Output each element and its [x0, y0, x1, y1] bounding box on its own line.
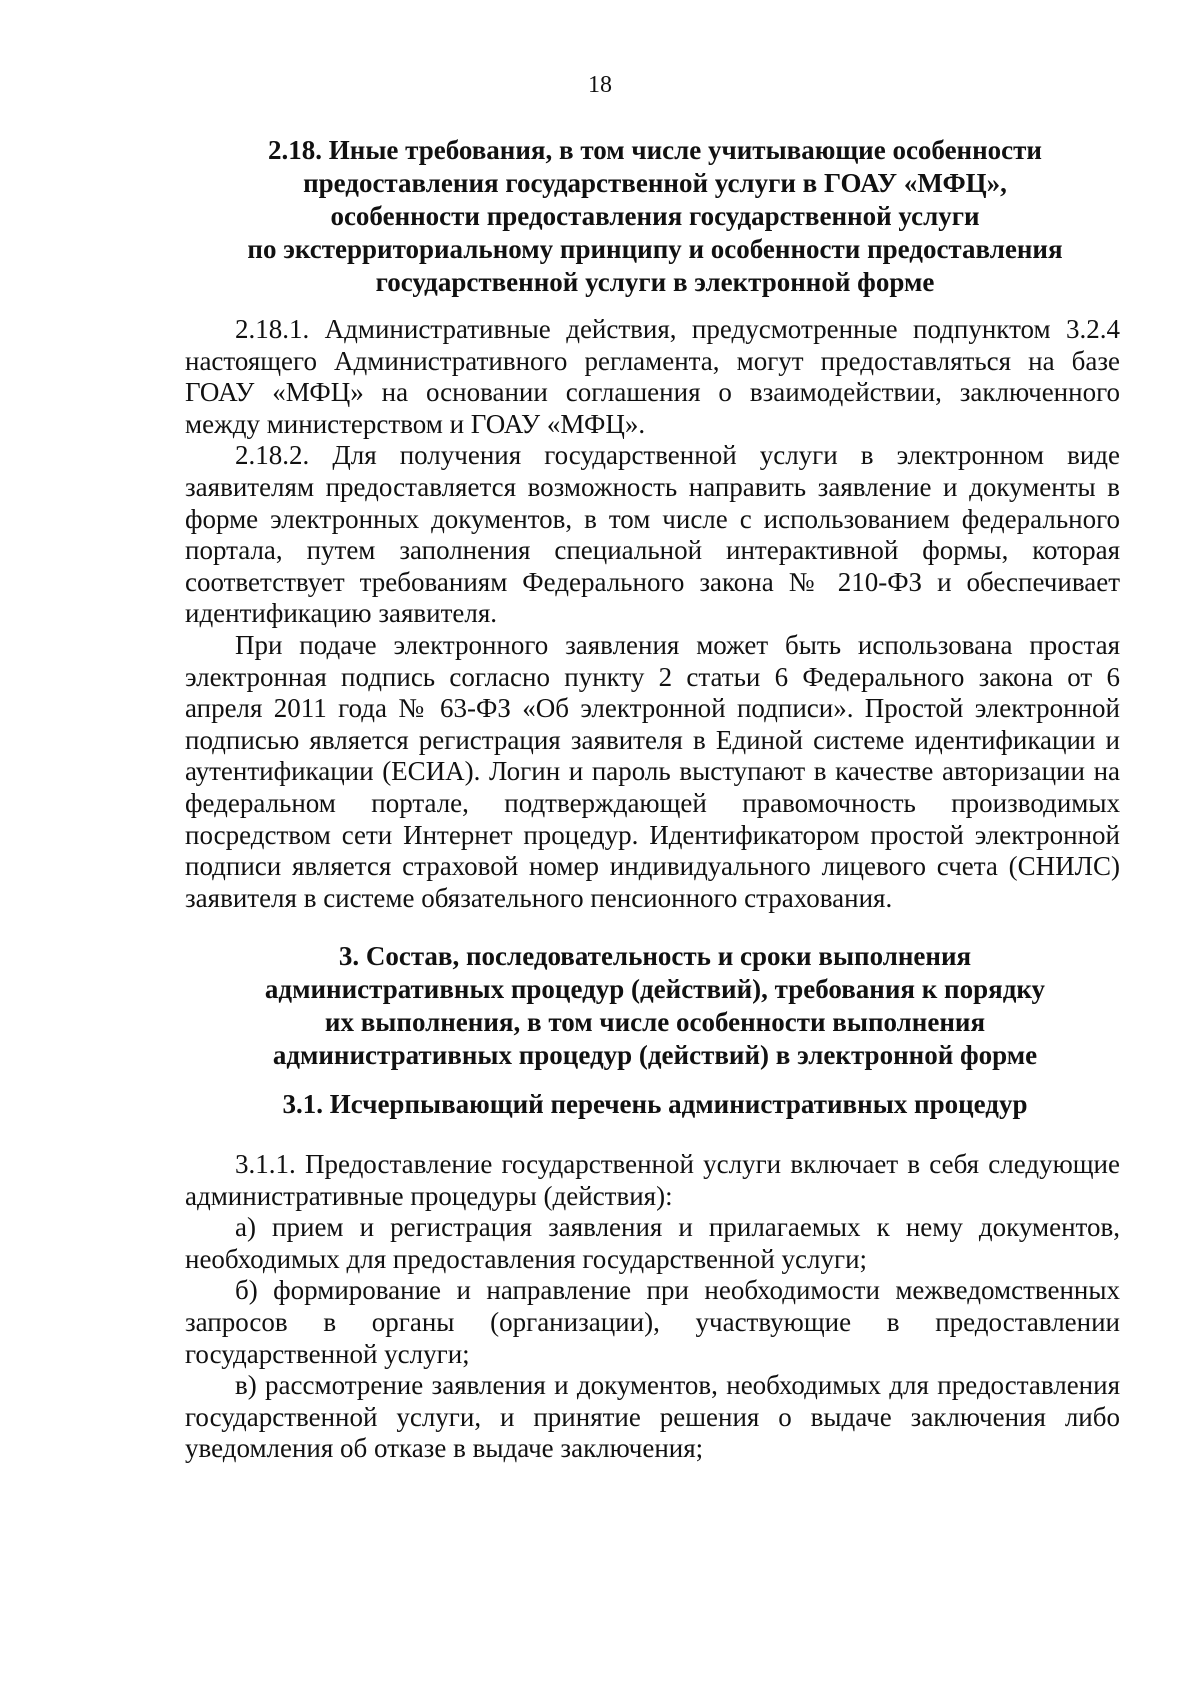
- heading-line: административных процедур (действий), требования к порядку: [264, 974, 1046, 1004]
- page-number: 18: [588, 72, 612, 98]
- heading-line: 3. Состав, последовательность и сроки выполнения: [338, 941, 972, 971]
- section-3-1-body: [185, 1149, 1120, 1465]
- heading-line: государственной услуги в электронной форме: [375, 267, 935, 297]
- heading-line: предоставления государственной услуги в ГОАУ «МФЦ»,: [303, 168, 1007, 198]
- section-3-heading: [170, 940, 1140, 1072]
- heading-line: по экстерриториальному принципу и особенности предоставления: [247, 234, 1063, 264]
- paragraph-electronic-signature: При подаче электронного заявления может быть использована простая электронная подпись согласно пункту 2 статьи 6 Федерального закона от 6 апреля 2011 года № 63-ФЗ «Об электронной подписи». Простой электронной подписью является регистрация заявителя в Единой системе идентификации и аутентификации (ЕСИА). Логин и пароль выступают в качестве авторизации на федеральном портале, подтверждающей правомочность производимых посредством сети Интернет процедур. Идентификатором простой электронной подписи является страховой номер индивидуального лицевого счета (СНИЛС) заявителя в системе обязательного пенсионного страхования.: [185, 629, 1120, 913]
- list-item-v: в) рассмотрение заявления и документов, необходимых для предоставления государственной услуги, и принятие решения о выдаче заключения либо уведомления об отказе в выдаче заключения;: [185, 1370, 1120, 1464]
- heading-line: их выполнения, в том числе особенности выполнения: [324, 1007, 986, 1037]
- section-3-1-heading: [170, 1088, 1140, 1121]
- heading-line: 3.1. Исчерпывающий перечень административных процедур: [282, 1089, 1028, 1119]
- heading-line: 2.18. Иные требования, в том числе учитывающие особенности: [268, 135, 1042, 165]
- heading-line: особенности предоставления государственной услуги: [330, 201, 980, 231]
- section-2-18-heading: [170, 134, 1140, 299]
- heading-line: административных процедур (действий) в электронной форме: [272, 1040, 1038, 1070]
- paragraph-2-18-2: 2.18.2. Для получения государственной услуги в электронном виде заявителям предоставляется возможность направить заявление и документы в форме электронных документов, в том числе с использованием федерального портала, путем заполнения специальной интерактивной формы, которая соответствует требованиям Федерального закона № 210-ФЗ и обеспечивает идентификацию заявителя.: [185, 440, 1120, 629]
- list-item-b: б) формирование и направление при необходимости межведомственных запросов в органы (организации), участвующие в предоставлении государственной услуги;: [185, 1275, 1120, 1369]
- section-2-18-body: [185, 314, 1120, 914]
- list-item-a: а) прием и регистрация заявления и прилагаемых к нему документов, необходимых для предоставления государственной услуги;: [185, 1212, 1120, 1274]
- paragraph-2-18-1: 2.18.1. Административные действия, предусмотренные подпунктом 3.2.4 настоящего Административного регламента, могут предоставляться на базе ГОАУ «МФЦ» на основании соглашения о взаимодействии, заключенного между министерством и ГОАУ «МФЦ».: [185, 314, 1120, 439]
- paragraph-3-1-1: 3.1.1. Предоставление государственной услуги включает в себя следующие административные процедуры (действия):: [185, 1149, 1120, 1211]
